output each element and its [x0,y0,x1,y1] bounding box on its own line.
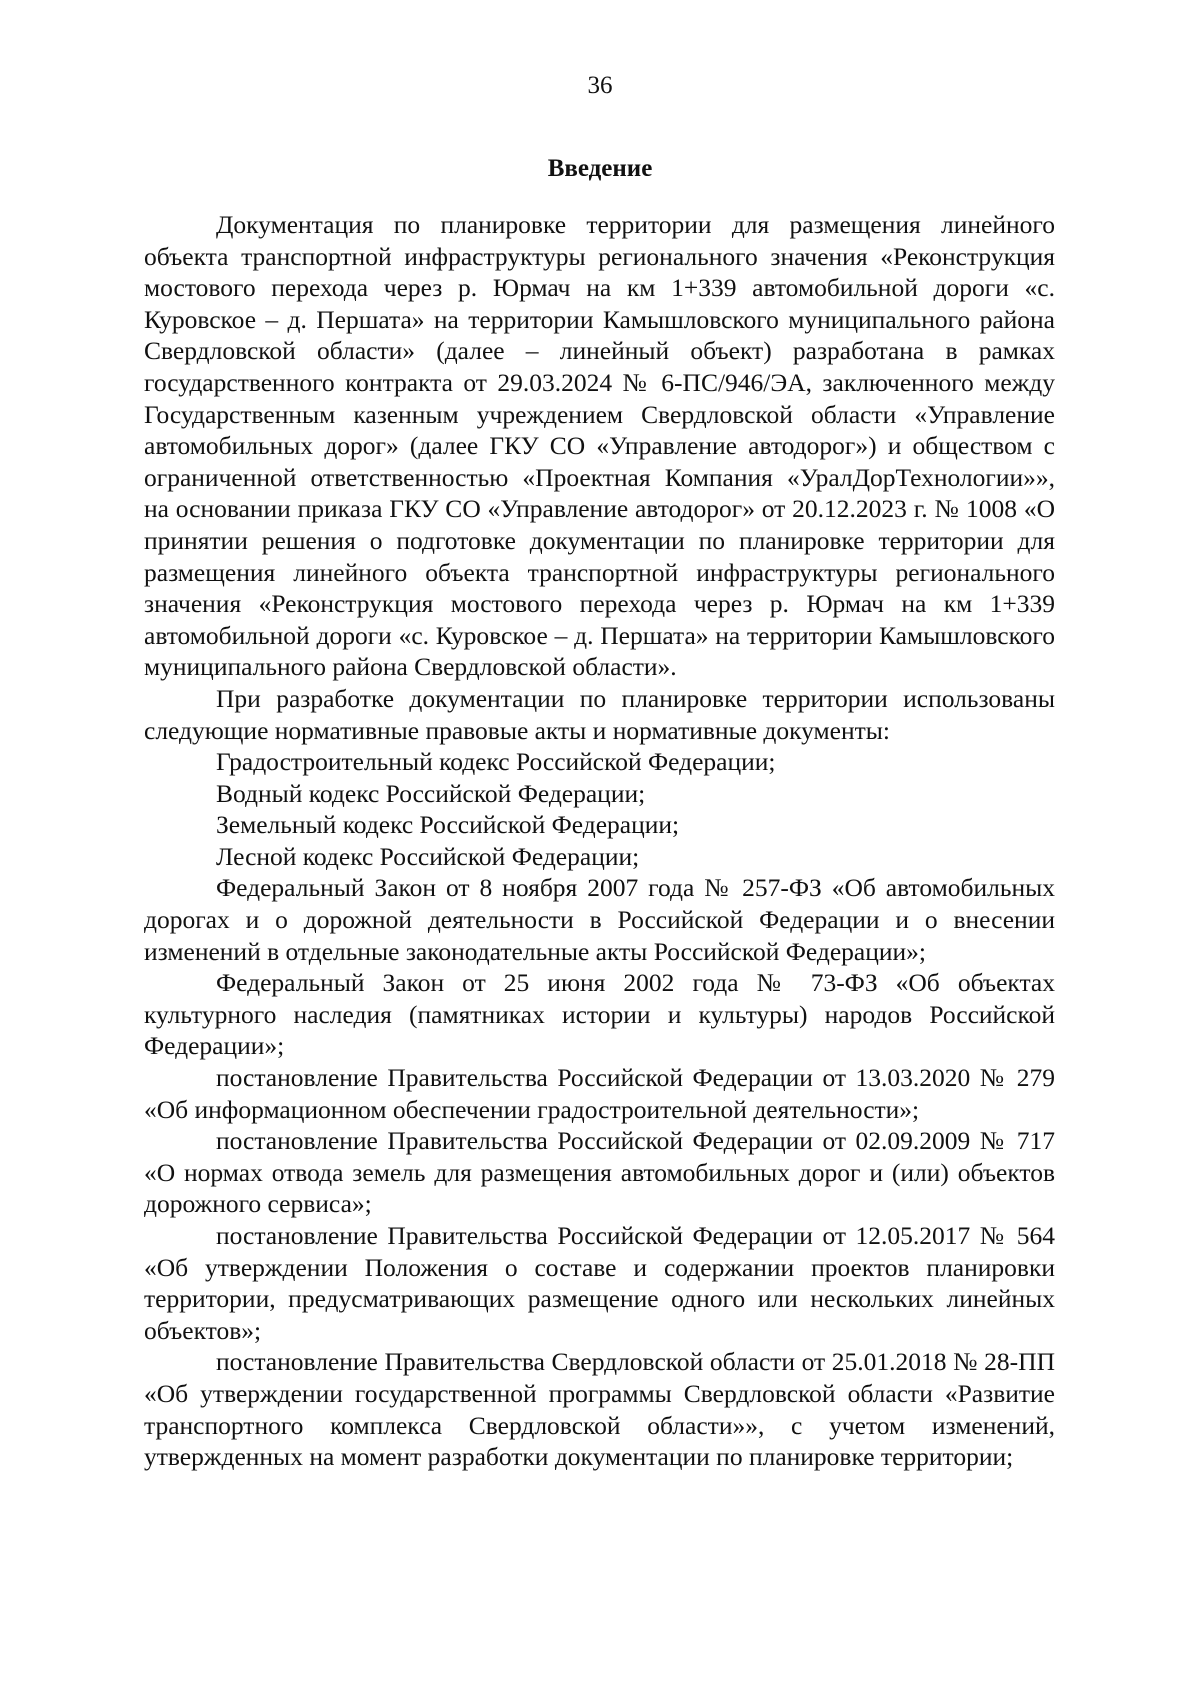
regulations-intro-paragraph: При разработке документации по планировке территории использованы следующие нормативные правовые акты и нормативные документы: [144,683,1055,745]
regulation-item: постановление Правительства Свердловской области от 25.01.2018 № 28-ПП «Об утверждении государственной программы Свердловской области «Развитие транспортного комплекса Свердловской области»», с учетом изменений, утвержденных на момент разработки документации по планировке территории; [144,1347,1055,1472]
regulation-item: постановление Правительства Российской Федерации от 12.05.2017 № 564 «Об утверждении Положения о составе и содержании проектов планировки территории, предусматривающих размещение одного или нескольких линейных объектов»; [144,1221,1055,1345]
regulation-item: Градостроительный кодекс Российской Федерации; [216,747,776,777]
regulation-item: Федеральный Закон от 25 июня 2002 года № 73-ФЗ «Об объектах культурного наследия (памятниках истории и культуры) народов Российской Федерации»; [144,968,1055,1061]
regulation-item: Земельный кодекс Российской Федерации; [216,810,680,840]
section-title: Введение [547,155,653,182]
body-text [144,209,1055,1473]
regulation-item: Федеральный Закон от 8 ноября 2007 года № 257-ФЗ «Об автомобильных дорогах и о дорожной деятельности в Российской Федерации и о внесении изменений в отдельные законодательные акты Российской Федерации»; [144,873,1055,966]
intro-paragraph: Документация по планировке территории для размещения линейного объекта транспортной инфраструктуры регионального значения «Реконструкция мостового перехода через р. Юрмач на км 1+339 автомобильной дороги «с. Куровское – д. Першата» на территории Камышловского муниципального района Свердловской области» (далее – линейный объект) разработана в рамках государственного контракта от 29.03.2024 № 6-ПС/946/ЭА, заключенного между Государственным казенным учреждением Свердловской области «Управление автомобильных дорог» (далее ГКУ СО «Управление автодорог») и обществом с ограниченной ответственностью «Проектная Компания «УралДорТехнологии»», на основании приказа ГКУ СО «Управление автодорог» от 20.12.2023 г. № 1008 «О принятии решения о подготовке документации по планировке территории для размещения линейного объекта транспортной инфраструктуры регионального значения «Реконструкция мостового перехода через р. Юрмач на км 1+339 автомобильной дороги «с. Куровское – д. Першата» на территории Камышловского муниципального района Свердловской области». [144,210,1055,682]
page-number: 36 [587,72,613,99]
regulation-item: постановление Правительства Российской Федерации от 13.03.2020 № 279 «Об информационном обеспечении градостроительной деятельности»; [144,1063,1055,1124]
regulation-item: Лесной кодекс Российской Федерации; [216,841,640,871]
regulation-item: постановление Правительства Российской Федерации от 02.09.2009 № 717 «О нормах отвода земель для размещения автомобильных дорог и (или) объектов дорожного сервиса»; [144,1126,1055,1219]
regulation-item: Водный кодекс Российской Федерации; [216,778,646,808]
